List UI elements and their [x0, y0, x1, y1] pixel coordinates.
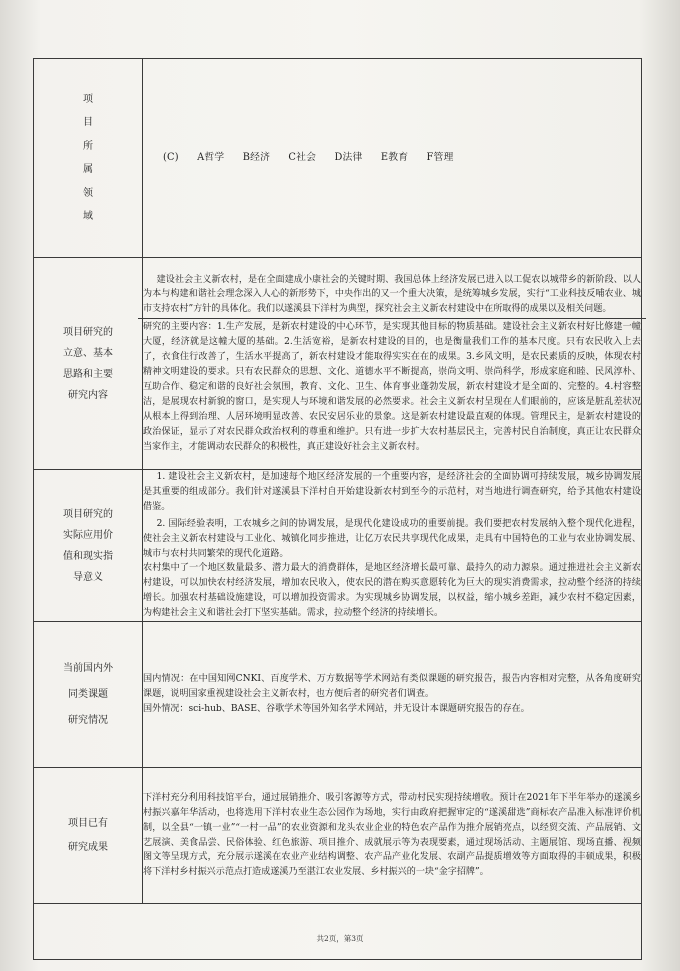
field-options [143, 151, 641, 166]
results-row [34, 768, 642, 904]
results-content-cell [143, 768, 642, 904]
blank-row [34, 904, 642, 960]
domestic-row [34, 622, 642, 768]
field-selected-code: (C) [163, 151, 179, 163]
field-option-f: F管理 [426, 151, 454, 163]
domestic-content-cell [143, 622, 642, 768]
field-option-c: C社会 [288, 151, 317, 163]
foreign-situation: 国外情况：sci-hub、BASE、谷歌学术等国外知名学术网站，并无设计本课题研究报告的存在。 [143, 704, 530, 715]
purpose-label-cell: 项目研究的 立意、基本 思路和主要 研究内容 [34, 258, 143, 470]
field-option-b: B经济 [242, 151, 271, 163]
application-form-table [33, 58, 642, 960]
field-row [34, 59, 642, 258]
domestic-label-cell: 当前国内外 同类课题 研究情况 [34, 622, 143, 768]
domestic-situation: 国内情况：在中国知网CNKI、百度学术、万方数据等学术网站有类似课题的研究报告，报告内容相对完整，从各角度研究课题，说明国家重视建设社会主义新农村，也方便后者的研究者们调查。 [143, 674, 641, 700]
application-point-3: 农村集中了一个地区数量最多、潜力最大的消费群体，是地区经济增长最可靠、最持久的动力源泉。通过推进社会主义新农村建设，可以加快农村经济发展，增加农民收入，使农民的潜在购买意愿转化为巨大的现实消费需求，拉动整个经济的持续增长。加强农村基础设施建设，可以增加投资需求。为实现城乡协调发展，以权益，缩小城乡差距，减少农村不稳定因素，为构建社会主义和谐社会打下坚实基础。需求，拉动整个经济的持续增长。 [143, 563, 641, 619]
purpose-intro: 建设社会主义新农村，是在全面建成小康社会的关键时期、我国总体上经济发展已进入以工促农以城带乡的新阶段、以人为本与构建和谐社会理念深入人心的新形势下，中央作出的又一个重大决策，是统筹城乡发展，实行“工业科技反哺农业、城市支持农村”方针的具体化。我们以遂溪县下洋村为典型，探究社会主义新农村建设中在所取得的成果以及相关问题。 [143, 274, 641, 315]
purpose-row [34, 258, 642, 470]
purpose-content-cell [143, 258, 642, 470]
application-row [34, 470, 642, 622]
page-footer: 共2页，第3页 [316, 934, 364, 943]
blank-label-cell [34, 904, 143, 960]
field-option-e: E教育 [380, 151, 409, 163]
field-label-cell [34, 59, 143, 258]
field-label: 项 目 所 属 领 域 [83, 93, 93, 222]
field-option-a: A哲学 [197, 151, 225, 163]
application-label-cell: 项目研究的 实际应用价 值和现实指 导意义 [34, 470, 143, 622]
field-option-d: D法律 [334, 151, 363, 163]
application-point-1: 1. 建设社会主义新农村，是加速每个地区经济发展的一个重要内容，是经济社会的全面协调可持续发展，城乡协调发展是其重要的组成部分。我们针对遂溪县下洋村自开始建设新农村到至今的示范村，对当地进行调查研究，给予其他农村建设借鉴。 [143, 472, 641, 512]
purpose-main-content: 研究的主要内容：1.生产发展，是新农村建设的中心环节，是实现其他目标的物质基础。建设社会主义新农村好比修建一幢大厦，经济就是这幢大厦的基础。2.生活宽裕，是新农村建设的目的，也是衡量我们工作的基本尺度。只有农民收入上去了，衣食住行改善了，生活水平提高了，新农村建设才能取得实实在在的成果。3.乡风文明，是农民素质的反映，体现农村精神文明建设的要求。只有农民群众的思想、文化、道德水平不断提高，崇尚文明、崇尚科学，形成家庭和睦、民风淳朴、互助合作、稳定和谐的良好社会氛围，教育、文化、卫生、体育事业蓬勃发展，新农村建设才是全面的、完整的。4.村容整洁，是展现农村新貌的窗口，是实现人与环境和谐发展的必然要求。社会主义新农村呈现在人们眼前的，应该是脏乱差状况从根本上得到治理、人居环境明显改善、农民安居乐业的景象。这是新农村建设最直观的体现。管理民主，是新农村建设的政治保证，显示了对农民群众政治权利的尊重和维护。只有进一步扩大农村基层民主，完善村民自治制度，真正让农民群众当家作主，才能调动农民群众的积极性，真正建设好社会主义新农村。 [138, 318, 646, 454]
results-label-cell: 项目已有 研究成果 [34, 768, 143, 904]
field-content-cell [143, 59, 642, 258]
application-point-2: 2. 国际经验表明，工农城乡之间的协调发展，是现代化建设成功的重要前提。我们要把农村发展纳入整个现代化进程，使社会主义新农村建设与工业化、城镇化同步推进，让亿万农民共享现代化成果，走具有中国特色的工业与农业协调发展、城市与农村共同繁荣的现代化道路。 [143, 518, 641, 559]
application-content-cell [143, 470, 642, 622]
results-text: 下洋村充分利用科技馆平台，通过展销推介、吸引客源等方式，带动村民实现持续增收。预计在2021年下半年举办的遂溪乡村振兴嘉年华活动，也将选用下洋村农业生态公园作为场地，实行由政府把握审定的“遂溪甜选”商标农产品准入标准评价机制，以全县“一镇一业”“一村一品”的农业资源和龙头农业企业的特色农产品作为推介展销亮点，以经贸交流、产品展销、文艺展演、美食品尝、民俗体验、红色旅游、项目推介、成就展示等为表现要素，通过现场活动、主题展馆、现场直播、视频图文等呈现方式，充分展示遂溪在农业产业结构调整、农产品产业化发展、农副产品提质增效等方面取得的丰硕成果，积极将下洋村乡村振兴示范点打造成遂溪乃至湛江农业发展、乡村振兴的一块“金字招牌”。 [143, 792, 641, 878]
blank-content-cell [143, 904, 642, 960]
